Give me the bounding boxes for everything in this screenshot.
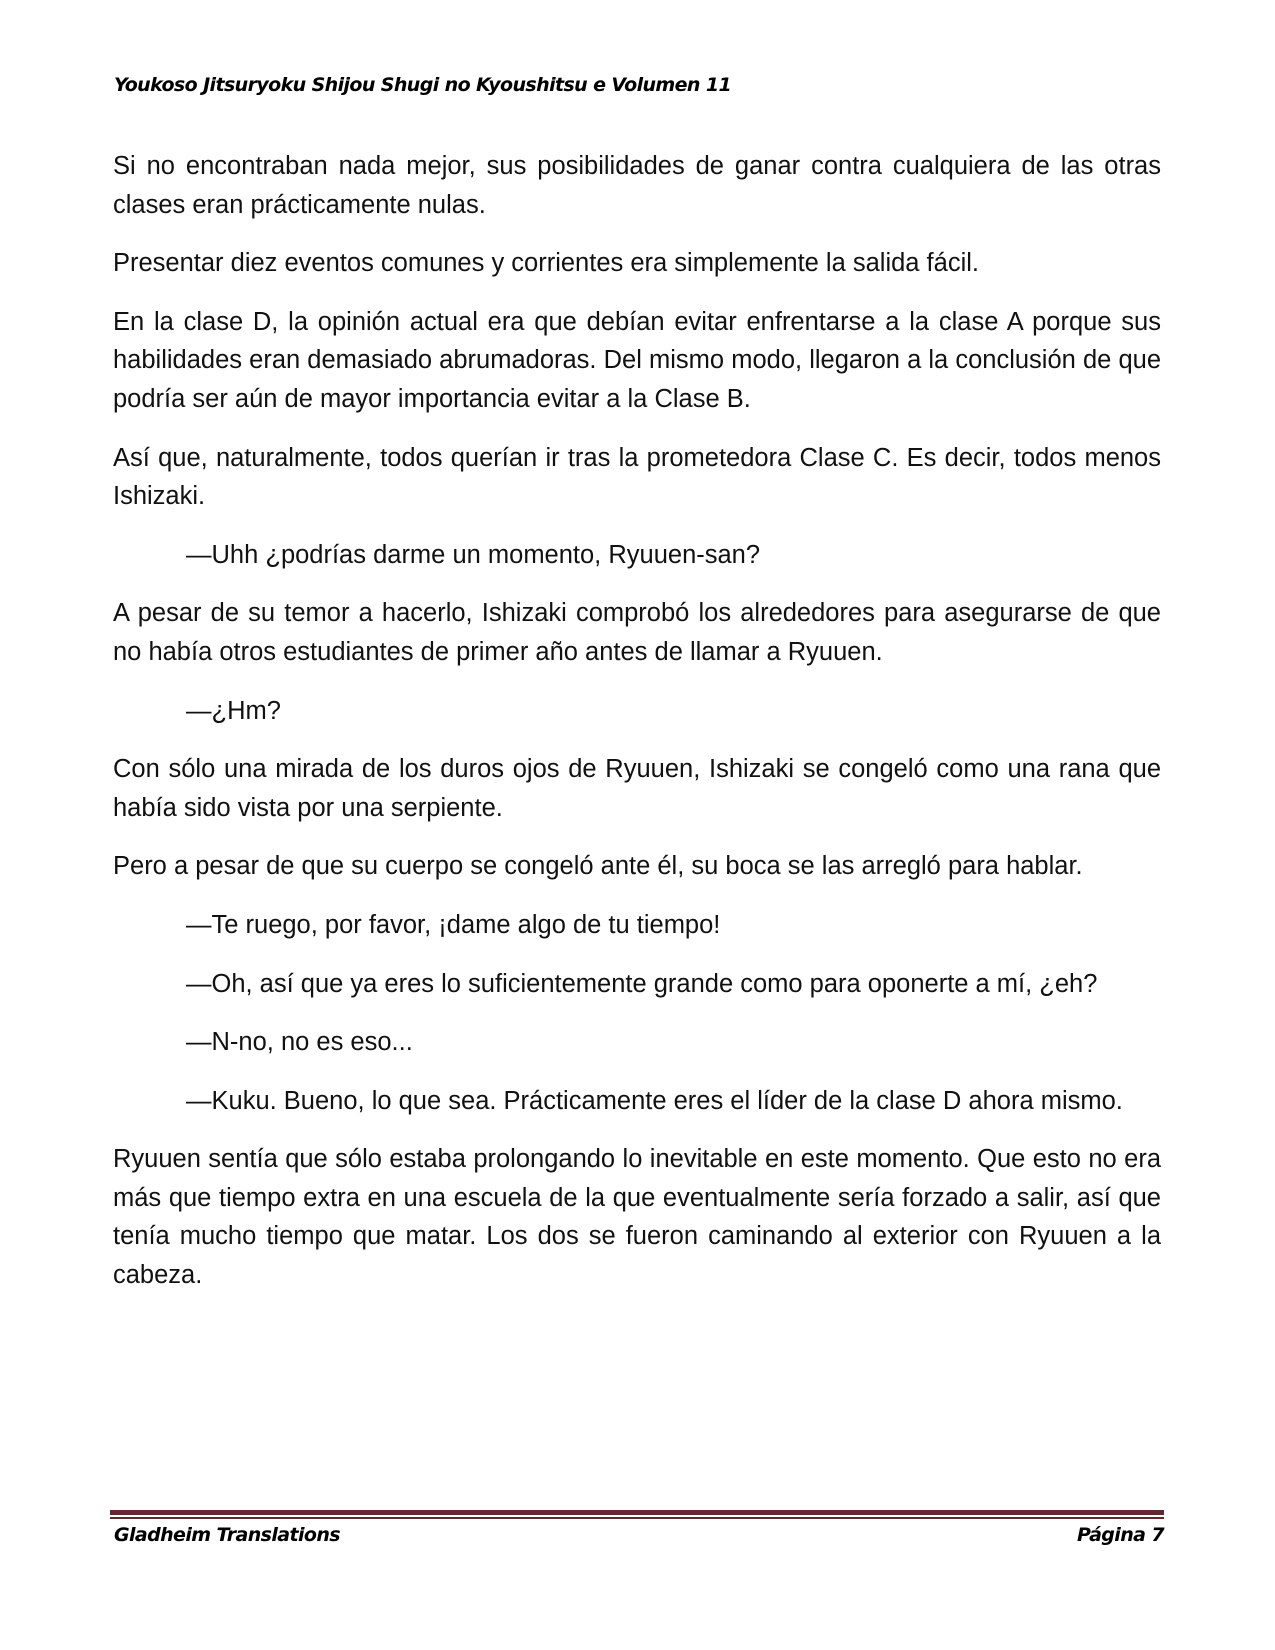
paragraph: Presentar diez eventos comunes y corrientes era simplemente la salida fácil. (113, 249, 979, 278)
dialogue-line: —N-no, no es eso... (186, 1028, 413, 1057)
paragraph: A pesar de su temor a hacerlo, Ishizaki comprobó los alrededores para asegurarse de que no había otros estudiantes de primer año antes de llamar a Ryuuen. (113, 599, 1161, 666)
footer-rule-thin (110, 1517, 1164, 1519)
footer-rule-thick (110, 1510, 1164, 1515)
paragraph: Ryuuen sentía que sólo estaba prolongando lo inevitable en este momento. Que esto no era más que tiempo extra en una escuela de la que eventualmente sería forzado a salir, así que tenía mucho tiempo que matar. Los dos se fueron caminando al exterior con Ryuuen a la cabeza. (113, 1145, 1161, 1290)
paragraph: En la clase D, la opinión actual era que debían evitar enfrentarse a la clase A porque sus habilidades eran demasiado abrumadoras. Del mismo modo, llegaron a la conclusión de que podría ser aún de mayor importancia evitar a la Clase B. (113, 307, 1161, 413)
page-body (113, 147, 1161, 1315)
paragraph: Si no encontraban nada mejor, sus posibilidades de ganar contra cualquiera de las otras clases eran prácticamente nulas. (113, 152, 1161, 219)
dialogue-line: —Kuku. Bueno, lo que sea. Prácticamente eres el líder de la clase D ahora mismo. (186, 1086, 1123, 1115)
dialogue-line: —¿Hm? (186, 696, 281, 725)
paragraph: Pero a pesar de que su cuerpo se congeló ante él, su boca se las arregló para hablar. (113, 852, 1083, 881)
paragraph: Con sólo una mirada de los duros ojos de Ryuuen, Ishizaki se congeló como una rana que había sido vista por una serpiente. (113, 755, 1161, 822)
running-header: Youkoso Jitsuryoku Shijou Shugi no Kyoushitsu e Volumen 11 (114, 74, 732, 96)
footer-publisher: Gladheim Translations (114, 1524, 340, 1546)
paragraph: Así que, naturalmente, todos querían ir tras la prometedora Clase C. Es decir, todos menos Ishizaki. (113, 443, 1161, 511)
dialogue-line: —Te ruego, por favor, ¡dame algo de tu tiempo! (186, 910, 721, 939)
dialogue-line: —Oh, así que ya eres lo suficientemente grande como para oponerte a mí, ¿eh? (186, 969, 1098, 998)
dialogue-line: —Uhh ¿podrías darme un momento, Ryuuen-san? (186, 540, 761, 569)
page-number: Página 7 (1076, 1524, 1164, 1546)
